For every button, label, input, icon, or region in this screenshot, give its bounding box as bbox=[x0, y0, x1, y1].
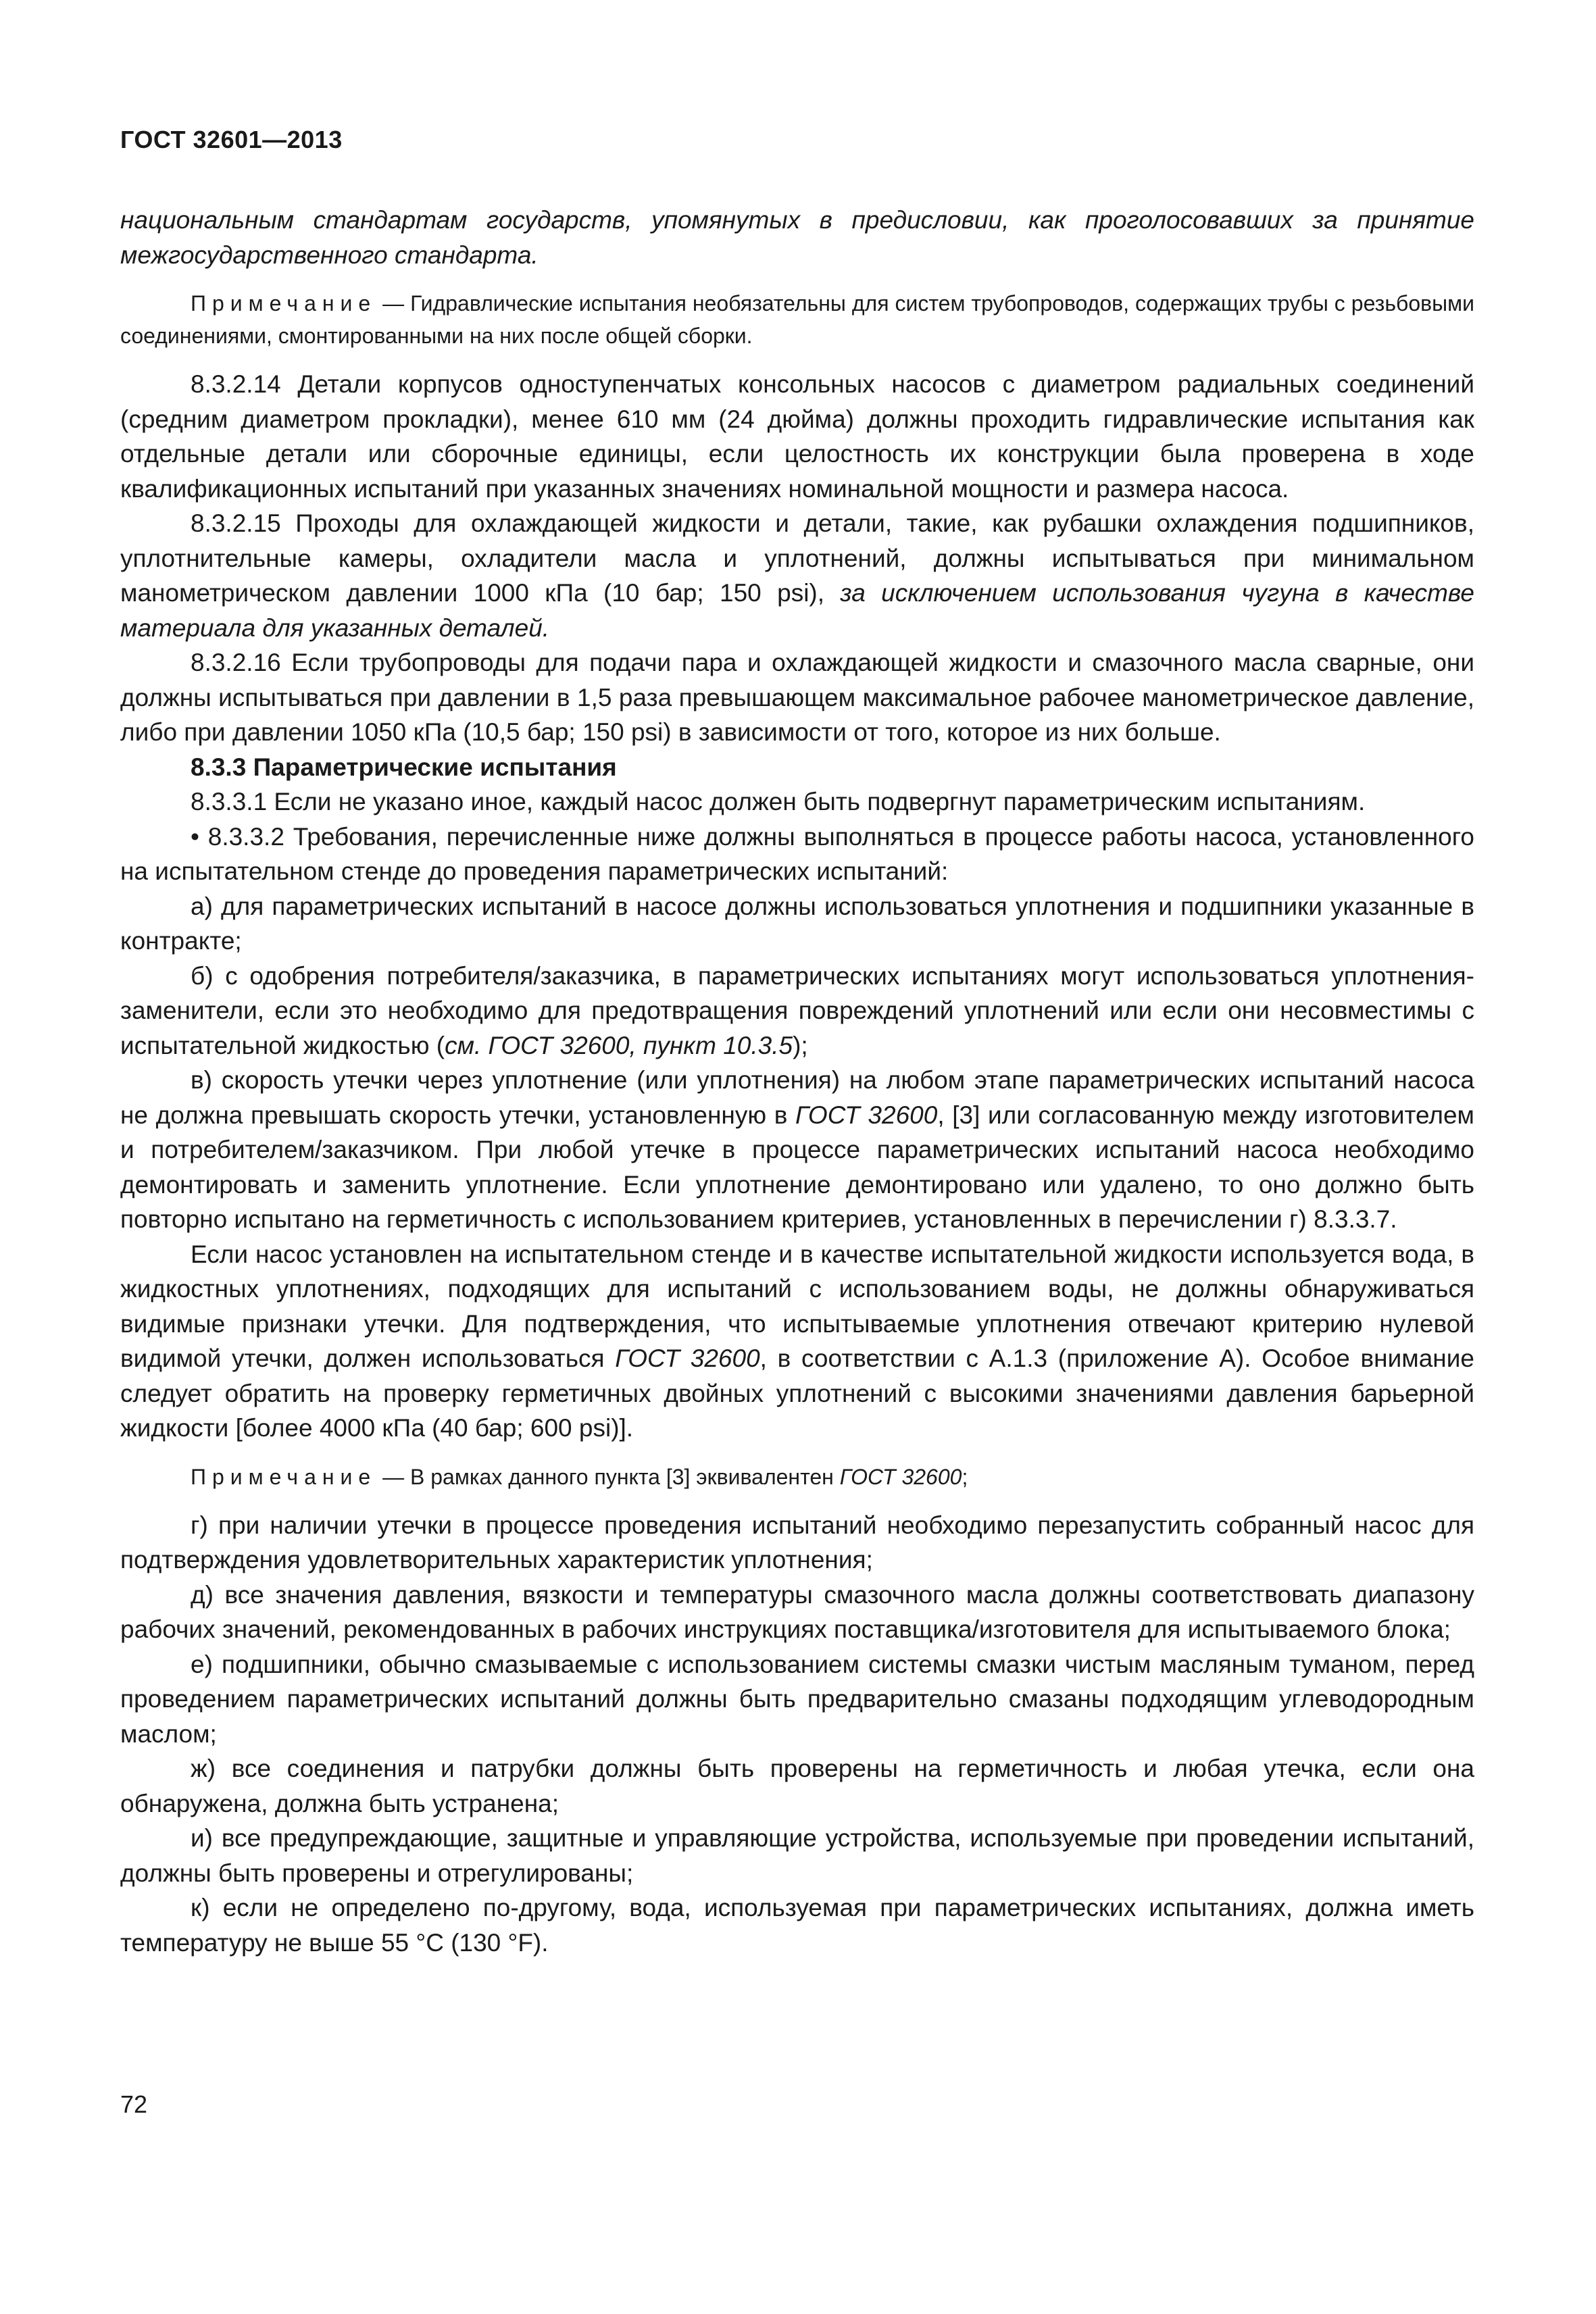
note-2-italic: ГОСТ 32600 bbox=[839, 1464, 962, 1489]
list-item-b bbox=[120, 959, 1474, 1063]
section-heading-8-3-3: 8.3.3 Параметрические испытания bbox=[191, 753, 617, 781]
note-2-label: Примечание bbox=[191, 1464, 377, 1489]
paragraph-water-text-1: Если насос установлен на испытательном стенде и в качестве испытательной жидкости используется вода, в жидкостных уплотнениях, подходящих для испытаний с использованием воды, не должны обнаруживаться видимые признаки утечки. Для подтверждения, что испытываемые уплотнения отвечают критерию нулевой видимой утечки, должен использоваться bbox=[120, 1240, 1474, 1372]
intro-italic-text: национальным стандартам государств, упомянутых в предисловии, как проголосовавших за принятие межгосударственного стандарта. bbox=[120, 206, 1474, 269]
note-1 bbox=[120, 287, 1474, 352]
paragraph-8-3-2-15-italic: за исключением использования чугуна в качестве материала для указанных деталей. bbox=[120, 579, 1474, 642]
note-2-tail: ; bbox=[962, 1464, 968, 1489]
paragraph-8-3-3-1: 8.3.3.1 Если не указано иное, каждый насос должен быть подвергнут параметрическим испытаниям. bbox=[191, 788, 1366, 815]
list-item-d: д) все значения давления, вязкости и температуры смазочного масла должны соответствовать диапазону рабочих значений, рекомендованных в рабочих инструкциях поставщика/изготовителя для испытываемого блока; bbox=[120, 1580, 1474, 1643]
document-header: ГОСТ 32601—2013 bbox=[120, 126, 343, 153]
list-item-b-italic: см. ГОСТ 32600, пункт 10.3.5 bbox=[445, 1031, 793, 1059]
note-2-text: — В рамках данного пункта [3] эквивалентен bbox=[376, 1464, 840, 1489]
intro-paragraph bbox=[120, 203, 1474, 272]
note-1-label: Примечание bbox=[191, 291, 377, 316]
paragraph-8-3-2-14: 8.3.2.14 Детали корпусов одноступенчатых консольных насосов с диаметром радиальных соединений (средним диаметром прокладки), менее 610 мм (24 дюйма) должны проходить гидравлические испытания как отдельные детали или сборочные единицы, если целостность их конструкции была проверена в ходе квалификационных испытаний при указанных значениях номинальной мощности и размера насоса. bbox=[120, 370, 1474, 503]
list-item-v bbox=[120, 1063, 1474, 1237]
list-item-v-italic: ГОСТ 32600 bbox=[795, 1101, 938, 1129]
list-item-k: к) если не определено по-другому, вода, используемая при параметрических испытаниях, должна иметь температуру не выше 55 °С (130 °F). bbox=[120, 1894, 1474, 1957]
list-item-zh: ж) все соединения и патрубки должны быть проверены на герметичность и любая утечка, если она обнаружена, должна быть устранена; bbox=[120, 1755, 1474, 1817]
list-item-g: г) при наличии утечки в процессе проведения испытаний необходимо перезапустить собранный насос для подтверждения удовлетворительных характеристик уплотнения; bbox=[120, 1511, 1474, 1574]
list-item-v-text-1: в) скорость утечки через уплотнение (или уплотнения) на любом этапе параметрических испытаний насоса не должна превышать скорость утечки, установленную в bbox=[120, 1066, 1474, 1129]
list-item-v-text-2: , [3] или согласованную между изготовителем и потребителем/заказчиком. При любой утечке в процессе параметрических испытаний насоса необходимо демонтировать и заменить уплотнение. Если уплотнение демонтировано или удалено, то оно должно быть повторно испытано на герметичность с использованием критериев, установленных в перечислении г) 8.3.3.7. bbox=[120, 1101, 1474, 1233]
list-item-e: е) подшипники, обычно смазываемые с использованием системы смазки чистым масляным туманом, перед проведением параметрических испытаний должны быть предварительно смазаны подходящим углеводородным маслом; bbox=[120, 1650, 1474, 1748]
list-item-i: и) все предупреждающие, защитные и управляющие устройства, используемые при проведении испытаний, должны быть проверены и отрегулированы; bbox=[120, 1824, 1474, 1887]
paragraph-8-3-2-15 bbox=[120, 506, 1474, 645]
paragraph-8-3-2-15-text: 8.3.2.15 Проходы для охлаждающей жидкости и детали, такие, как рубашки охлаждения подшипников, уплотнительные камеры, охладители масла и уплотнений, должны испытываться при минимальном манометрическом давлении 1000 кПа (10 бар; 150 psi), bbox=[120, 509, 1474, 607]
paragraph-8-3-3-2: • 8.3.3.2 Требования, перечисленные ниже должны выполняться в процессе работы насоса, установленного на испытательном стенде до проведения параметрических испытаний: bbox=[120, 822, 1474, 885]
list-item-b-text: б) с одобрения потребителя/заказчика, в параметрических испытаниях могут использоваться уплотнения-заменители, если это необходимо для предотвращения повреждений уплотнений или если они несовместимы с испытательной жидкостью ( bbox=[120, 961, 1474, 1059]
paragraph-water-italic: ГОСТ 32600 bbox=[615, 1344, 760, 1372]
paragraph-water-text-2: , в соответствии с А.1.3 (приложение А). Особое внимание следует обратить на проверку герметичных двойных уплотнений с высокими значениями давления барьерной жидкости [более 4000 кПа (40 бар; 600 psi)]. bbox=[120, 1344, 1474, 1442]
list-item-a: а) для параметрических испытаний в насосе должны использоваться уплотнения и подшипники указанные в контракте; bbox=[120, 892, 1474, 955]
list-item-b-tail: ); bbox=[793, 1031, 808, 1059]
note-1-text: — Гидравлические испытания необязательны для систем трубопроводов, содержащих трубы с резьбовыми соединениями, смонтированными на них после общей сборки. bbox=[120, 291, 1474, 348]
paragraph-8-3-2-16: 8.3.2.16 Если трубопроводы для подачи пара и охлаждающей жидкости и смазочного масла сварные, они должны испытываться при давлении в 1,5 раза превышающем максимальное рабочее манометрическое давление, либо при давлении 1050 кПа (10,5 бар; 150 psi) в зависимости от того, которое из них больше. bbox=[120, 649, 1474, 746]
page-number: 72 bbox=[120, 2090, 148, 2118]
paragraph-water bbox=[120, 1237, 1474, 1446]
note-2 bbox=[120, 1461, 1474, 1493]
document-body bbox=[120, 203, 1474, 1960]
